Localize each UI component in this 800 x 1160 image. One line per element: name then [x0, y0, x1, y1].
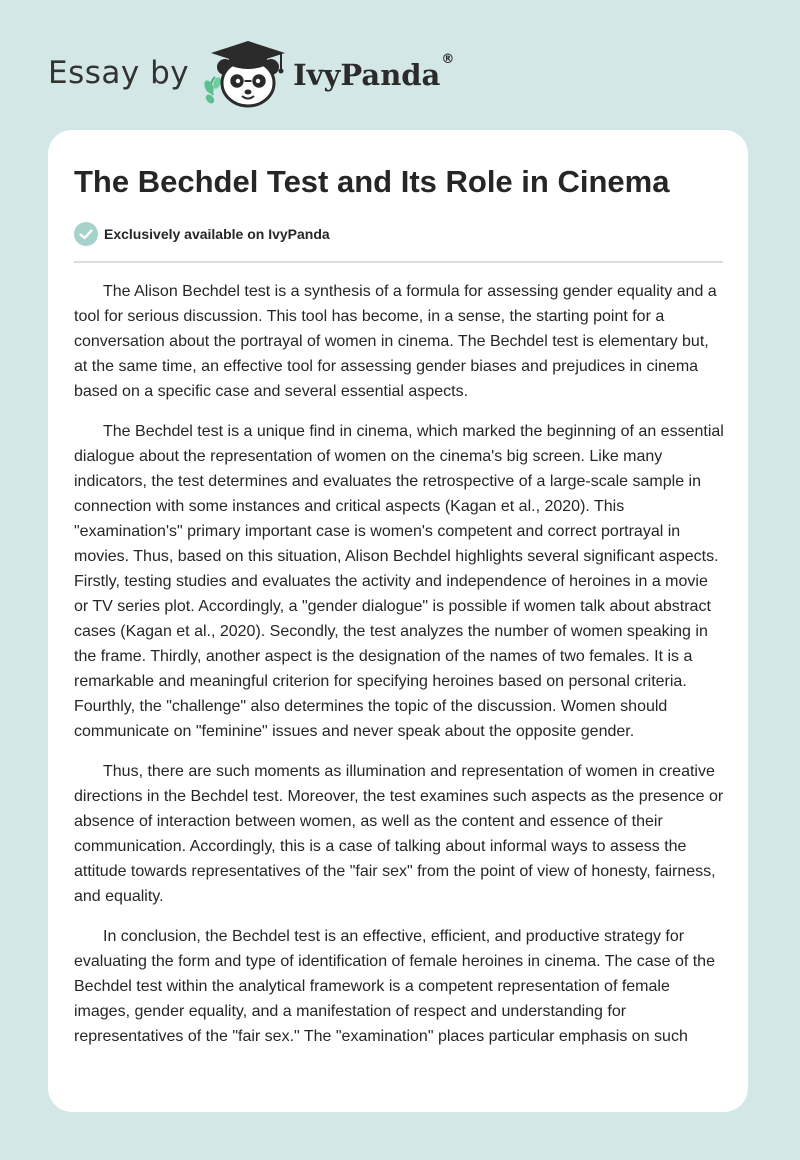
essay-paragraph: Thus, there are such moments as illumination and representation of women in creative directions in the Bechdel test. Moreover, the test examines such aspects as the presence or absence of interaction between women, as well as the content and essence of their communication. Accordingly, this is a case of talking about informal ways to assess the attitude towards representatives of the "fair sex" from the point of view of honesty, fairness, and equality. — [74, 763, 724, 905]
essay-body — [74, 279, 725, 1064]
exclusive-badge — [74, 222, 330, 246]
registered-mark: ® — [441, 52, 455, 67]
exclusive-badge-label: Exclusively available on IvyPanda — [104, 226, 330, 242]
check-circle-icon — [74, 222, 98, 246]
essay-paragraph: The Bechdel test is a unique find in cinema, which marked the beginning of an essential dialogue about the representation of women on the cinema's big screen. Like many indicators, the test determines and evaluates the retrospective of a large-scale sample in connection with some instances and critical aspects (Kagan et al., 2020). This "examination's" primary important case is women's competent and correct portrayal in movies. Thus, based on this situation, Alison Bechdel highlights several significant aspects. Firstly, testing studies and evaluates the activity and independence of heroines in a movie or TV series plot. Accordingly, a "gender dialogue" is possible if women talk about abstract cases (Kagan et al., 2020). Secondly, the test analyzes the number of women speaking in the frame. Thirdly, another aspect is the designation of the names of two females. It is a remarkable and meaningful criterion for specifying heroines based on personal criteria. Fourthly, the "challenge" also determines the topic of the discussion. Women should communicate on "feminine" issues and never speak about the opposite gender. — [74, 423, 724, 740]
brand-name-text: IvyPanda — [293, 58, 441, 92]
title-divider — [74, 261, 723, 263]
essay-paragraph: The Alison Bechdel test is a synthesis of a formula for assessing gender equality and a tool for serious discussion. This tool has become, in a sense, the starting point for a conversation about the portrayal of women in cinema. The Bechdel test is elementary but, at the same time, an effective tool for assessing gender biases and prejudices in cinema based on a specific case and several essential aspects. — [74, 283, 717, 400]
essay-title: The Bechdel Test and Its Role in Cinema — [74, 164, 670, 199]
essay-card — [48, 130, 748, 1112]
site-brand[interactable] — [48, 38, 454, 108]
panda-graduate-logo-icon — [199, 37, 291, 109]
essay-paragraph: In conclusion, the Bechdel test is an effective, efficient, and productive strategy for evaluating the form and type of identification of female heroines in cinema. The case of the Bechdel test within the analytical framework is a competent representation of female images, gender equality, and a manifestation of respect and understanding for representatives of the "fair sex." The "examination" places particular emphasis on such — [74, 928, 715, 1045]
essay-by-label: Essay by — [48, 55, 190, 91]
brand-name — [293, 52, 455, 92]
